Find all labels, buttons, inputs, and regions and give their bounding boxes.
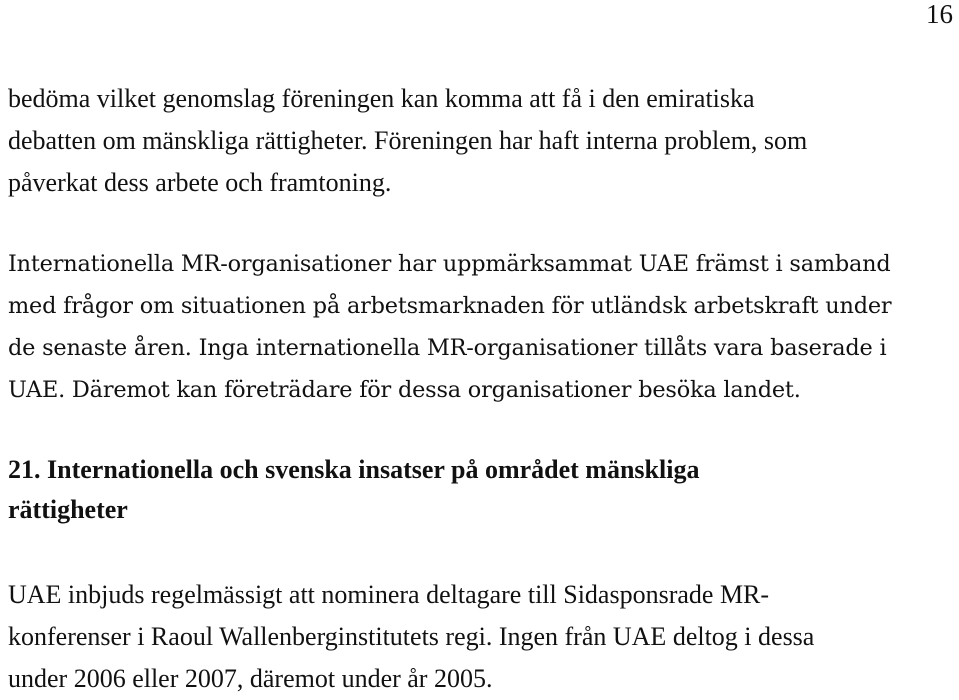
paragraph-1-line: bedöma vilket genomslag föreningen kan komma att få i den emiratiska bbox=[8, 84, 755, 113]
paragraph-2-line: Internationella MR-organisationer har uppmärksammat UAE främst i samband bbox=[8, 251, 891, 277]
paragraph-2-line: med frågor om situationen på arbetsmarknaden för utländsk arbetskraft under bbox=[8, 293, 892, 319]
paragraph-3-line: under 2006 eller 2007, däremot under år 2005. bbox=[8, 664, 493, 693]
section-heading-line: 21. Internationella och svenska insatser på området mänskliga bbox=[8, 455, 700, 484]
paragraph-1-line: påverkat dess arbete och framtoning. bbox=[8, 168, 392, 197]
paragraph-2 bbox=[8, 243, 958, 411]
paragraph-3 bbox=[8, 574, 958, 700]
page-number: 16 bbox=[926, 0, 953, 29]
section-heading bbox=[8, 450, 958, 530]
paragraph-2-line: de senaste åren. Inga internationella MR-organisationer tillåts vara baserade i bbox=[8, 335, 887, 361]
paragraph-1-line: debatten om mänskliga rättigheter. Föreningen har haft interna problem, som bbox=[8, 126, 808, 155]
paragraph-1 bbox=[8, 78, 958, 204]
section-heading-line: rättigheter bbox=[8, 495, 128, 524]
paragraph-2-line: UAE. Däremot kan företrädare för dessa organisationer besöka landet. bbox=[8, 377, 801, 403]
paragraph-3-line: UAE inbjuds regelmässigt att nominera deltagare till Sidasponsrade MR- bbox=[8, 580, 770, 609]
paragraph-3-line: konferenser i Raoul Wallenberginstitutets regi. Ingen från UAE deltog i dessa bbox=[8, 622, 815, 651]
